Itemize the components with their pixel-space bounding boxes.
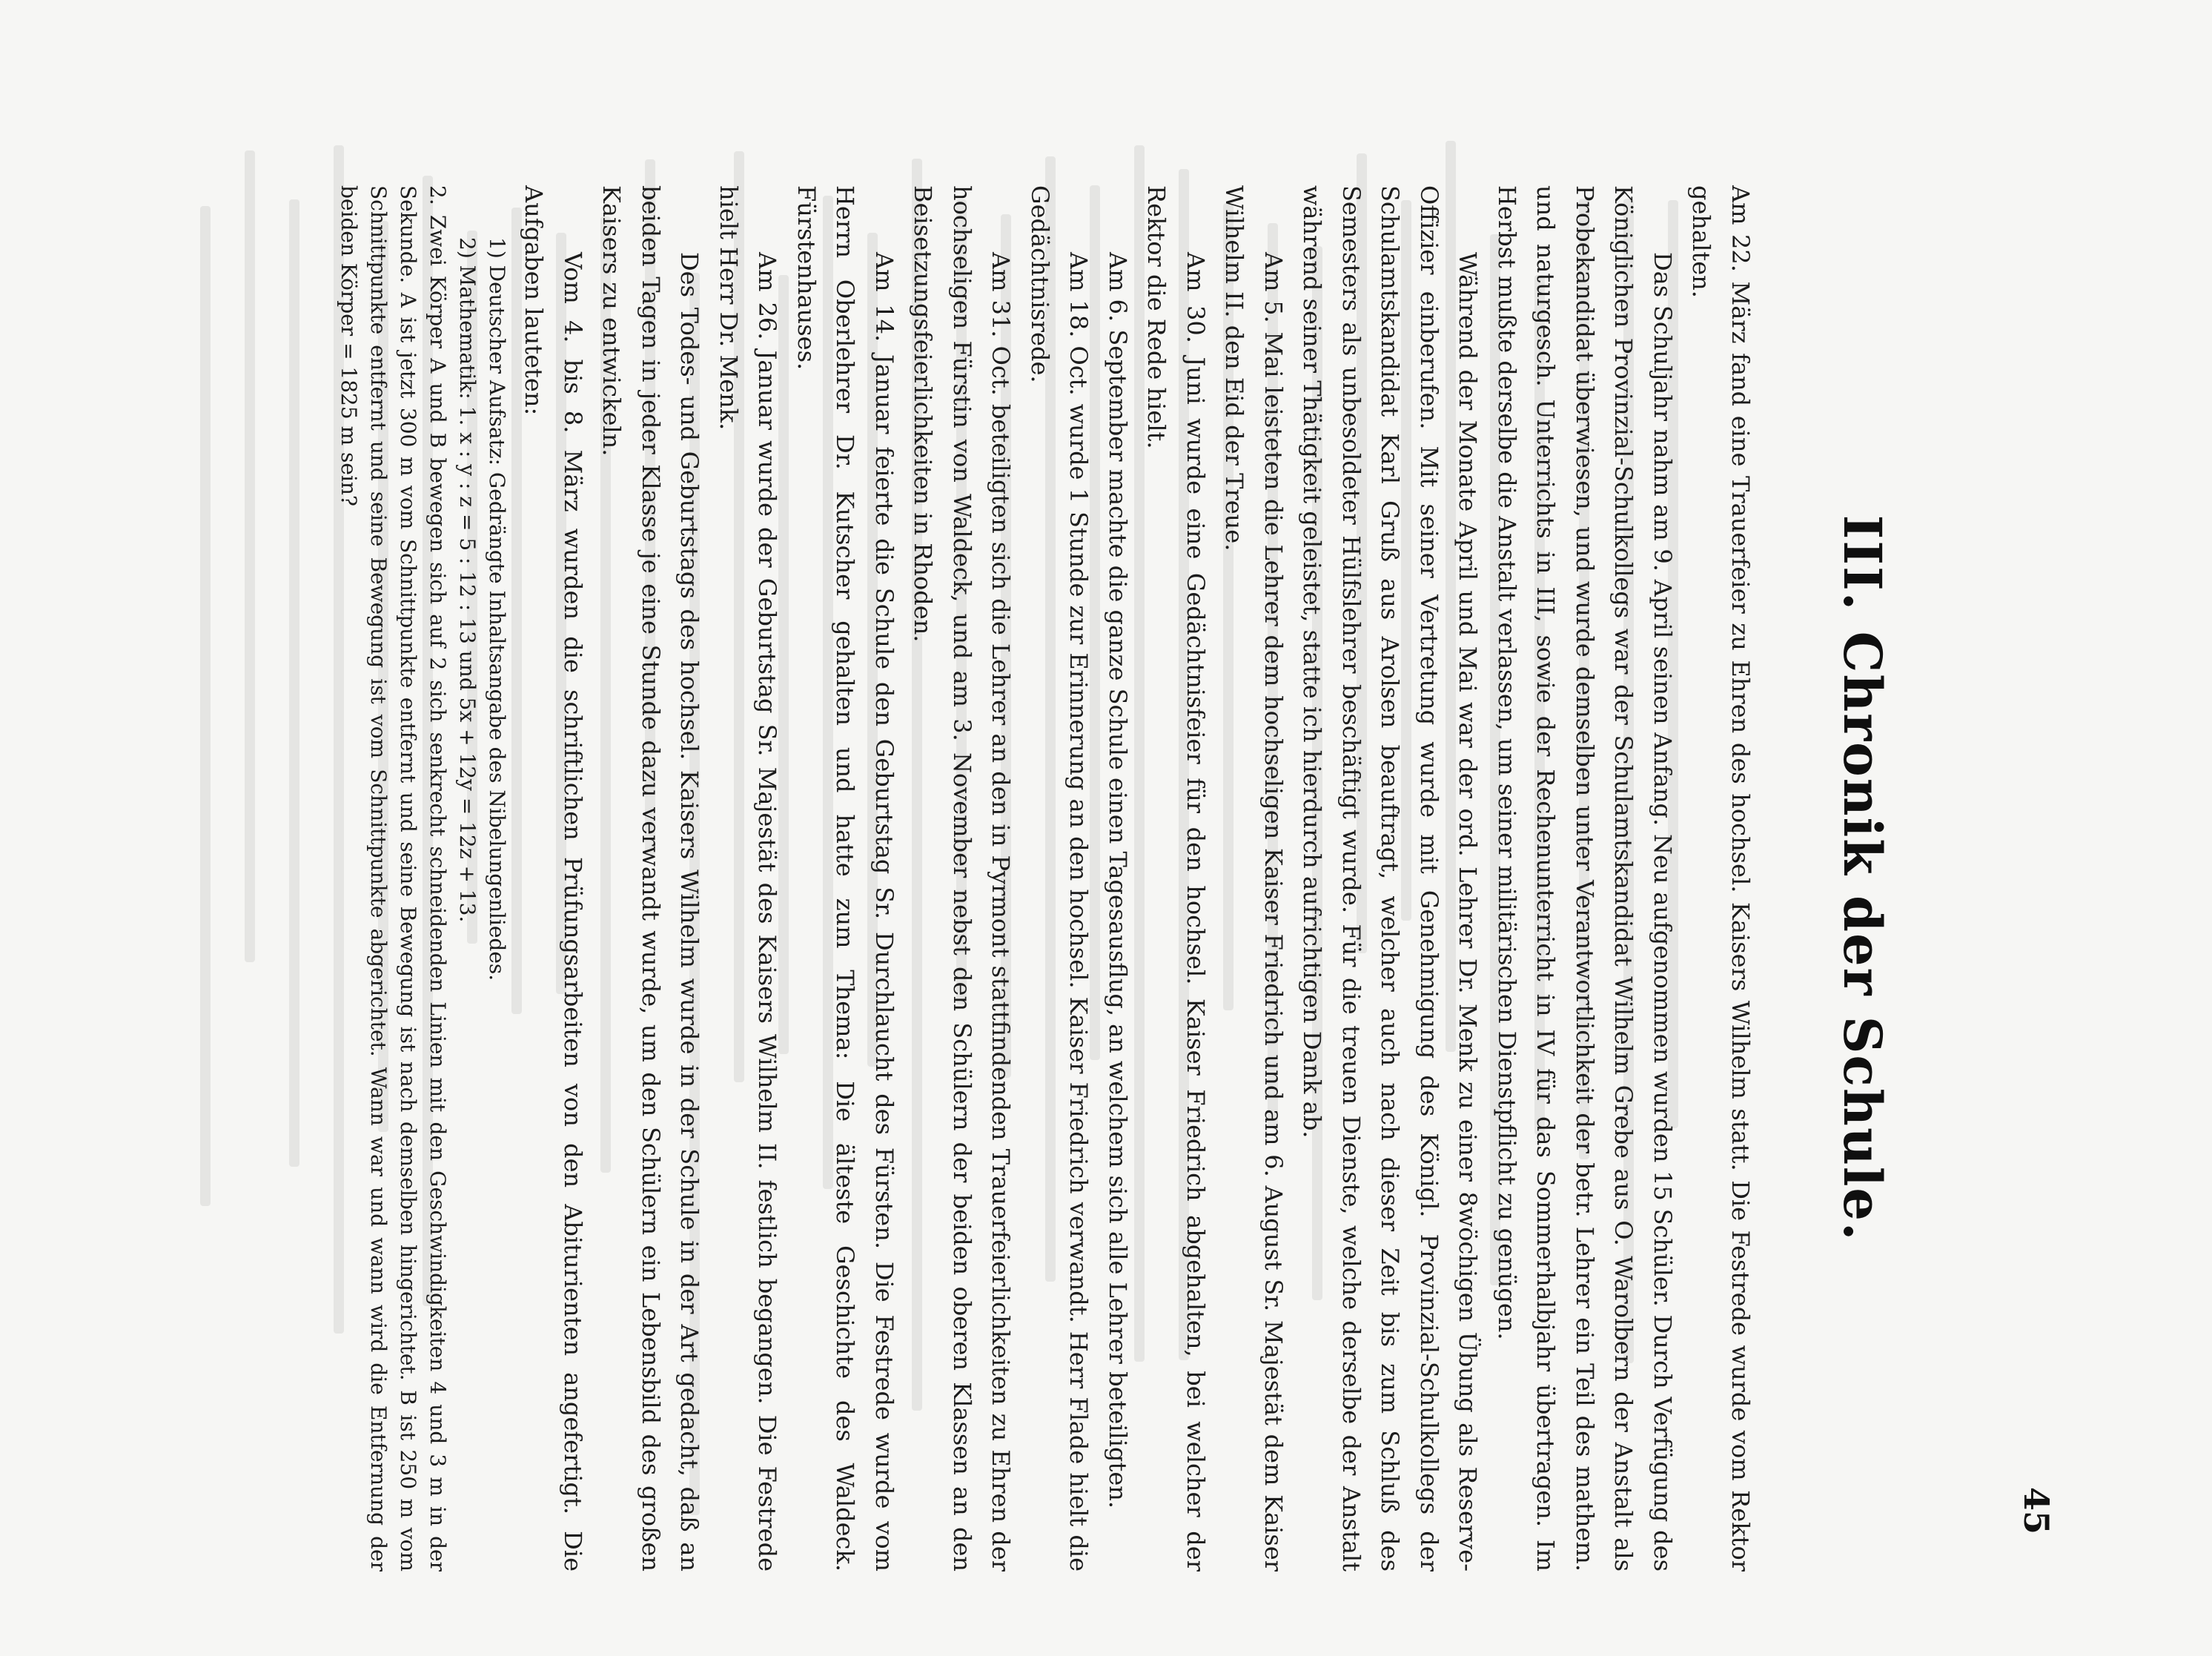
page-number: 45 — [2016, 1486, 2056, 1534]
exam-task-deutsch: 1) Deutscher Aufsatz: Gedrängte Inhaltsangabe des Nibelungenliedes. — [485, 237, 509, 981]
paragraph-pruefungen: Vom 4. bis 8. März wurden die schriftlichen Prüfungsarbeiten von den Abiturienten angefertigt. Die Aufgaben lauteten: — [520, 185, 587, 1571]
paragraph-uebung: Während der Monate April und Mai war der ord. Lehrer Dr. Menk zu einer 8wöchigen Übung als Reserve-Offizier einberufen. Mit seiner Vertretung wurde mit Genehmigung des Königl. Provinzial-Schulkollegs der Schulamtskandidat Karl Gruß aus Arolsen beauftragt, welcher auch nach dieser Zeit bis zum Schluß des Semesters als unbesoldeter Hülfslehrer beschäftigt wurde. Für die treuen Dienste, welche derselbe der Anstalt während seiner Thätigkeit geleistet, statte ich hierdurch aufrichtigen Dank ab. — [1298, 185, 1483, 1571]
paragraph-fuerstengeburtstag: Am 14. Januar feierte die Schule den Geburtstag Sr. Durchlaucht des Fürsten. Die Festrede wurde vom Herrn Oberlehrer Dr. Kutscher gehalten und hatte zum Thema: Die älteste Geschichte des Waldeck. Fürstenhauses. — [792, 185, 898, 1571]
exam-task-mathematik: 2) Mathematik: 1. x : y : z = 5 : 12 : 13 und 5x + 12y = 12z + 13. — [455, 237, 480, 923]
paragraph-tagesausflug: Am 6. September machte die ganze Schule einen Tagesausflug, an welchem sich alle Lehrer beteiligten. — [1104, 252, 1132, 1509]
paragraph-gedaechtnisfeier: Am 30. Juni wurde eine Gedächtnisfeier für den hochsel. Kaiser Friedrich abgehalten, bei welcher der Rektor die Rede hielt. — [1142, 185, 1210, 1571]
paragraph-kaisergeburtstag: Am 26. Januar wurde der Geburtstag Sr. Majestät des Kaisers Wilhelm II. festlich begangen. Die Festrede hielt Herr Dr. Menk. — [715, 185, 782, 1571]
paragraph-eid: Am 5. Mai leisteten die Lehrer dem hochseligen Kaiser Friedrich und am 6. August Sr. Majestät dem Kaiser Wilhelm II. den Eid der Treue. — [1220, 185, 1288, 1571]
exam-task-mathematik-2: 2. Zwei Körper A und B bewegen sich auf 2 sich senkrecht schneidenden Linien mit den Geschwindigkeiten 4 und 3 m in der Sekunde. A ist jetzt 300 m vom Schnittpunkte entfernt und seine Bewegung ist nach demselben hingerichtet. B ist 250 m vom Schnittpunkte entfernt und seine Bewegung ist vom Schnittpunkte abgerichtet. Wann war und wann wird die Entfernung der beiden Körper = 1825 m sein? — [337, 185, 450, 1571]
page-content — [136, 185, 2079, 1571]
chronicle-body — [334, 185, 1760, 1571]
paragraph-erinnerung: Am 18. Oct. wurde 1 Stunde zur Erinnerung an den hochsel. Kaiser Friedrich verwandt. Herr Flade hielt die Gedächtnisrede. — [1026, 185, 1093, 1571]
paragraph-todestag: Des Todes- und Geburtstags des hochsel. Kaisers Wilhelm wurde in der Schule in der Art gedacht, daß an beiden Tagen in jeder Klasse je eine Stunde dazu verwandt wurde, um den Schülern ein Lebensbild des großen Kaisers zu entwickeln. — [597, 185, 704, 1571]
paragraph-trauerfeierlichkeiten: Am 31. Oct. beteiligten sich die Lehrer an den in Pyrmont stattfindenden Trauerfeierlichkeiten zu Ehren der hochseligen Fürstin von Waldeck, und am 3. November nebst den Schülern der beiden oberen Klassen an den Beisetzungsfeierlichkeiten in Rhoden. — [909, 185, 1016, 1571]
exam-tasks-list — [334, 185, 511, 1571]
paragraph-schuljahr: Das Schuljahr nahm am 9. April seinen Anfang. Neu aufgenommen wurden 15 Schüler. Durch Verfügung des Königlichen Provinzial-Schulkollegs war der Schulamtskandidat Wilhelm Grebe aus O. Warolbern der Anstalt als Probekandidat überwiesen, und wurde demselben unter Verantwortlichkeit der betr. Lehrer ein Teil des mathem. und naturgesch. Unterrichts in III, sowie der Rechenunterricht in IV für das Sommerhalbjahr übertragen. Im Herbst mußte derselbe die Anstalt verlassen, um seiner militärischen Dienstpflicht zu genügen. — [1493, 185, 1677, 1571]
section-title: III. Chronik der Schule. — [1832, 514, 1893, 1242]
paragraph-trauerfeier: Am 22. März fand eine Trauerfeier zu Ehren des hochsel. Kaisers Wilhelm statt. Die Festrede wurde vom Rektor gehalten. — [1687, 185, 1755, 1571]
